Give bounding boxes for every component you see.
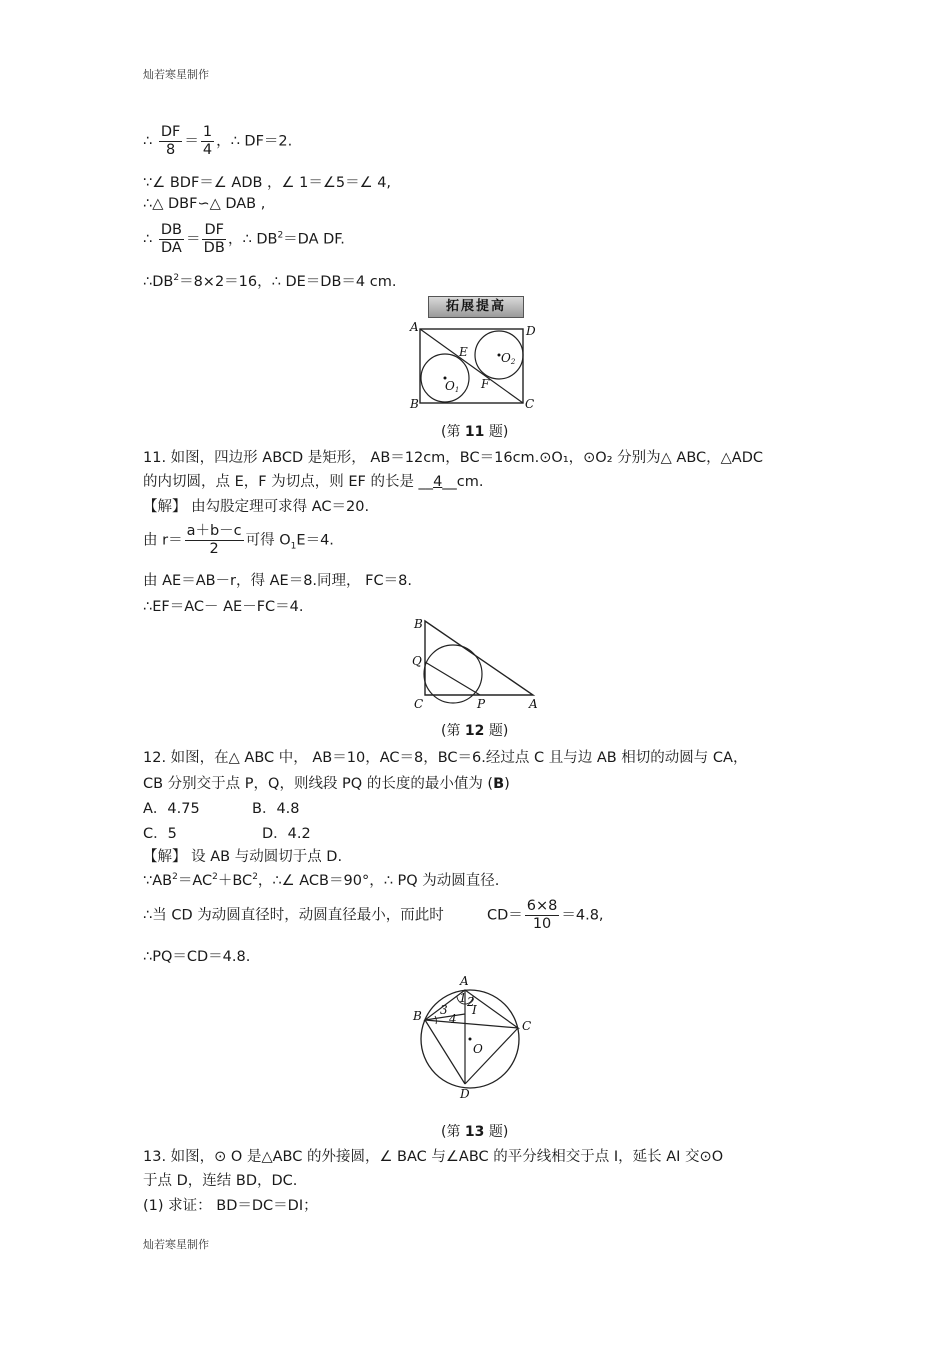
q11-solution-3: 由 AE＝AB－r，得 AE＝8.同理， FC＝8. — [143, 573, 412, 589]
fraction: $\frac{DB}{DA}$ — [160, 222, 182, 256]
answer: B — [493, 776, 505, 792]
figure-12-caption: (第 12 题) — [441, 723, 509, 739]
q12-line-2: CB 分别交于点 P，Q，则线段 PQ 的长度的最小值为 (B) — [143, 776, 510, 792]
fraction: $\frac{1}{4}$ — [202, 124, 213, 158]
q11-line-1: 11. 如图，四边形 ABCD 是矩形， AB＝12cm，BC＝16cm.⊙O₁，⊙O₂ 分别为△ ABC，△ADC — [143, 450, 764, 466]
label-C: C — [414, 697, 424, 710]
angle-4-label: 4 — [449, 1012, 457, 1026]
label-I: I — [472, 1003, 477, 1017]
answer: 4 — [433, 474, 443, 490]
q10-line-1: ∴ $\frac{DF}{8}$ ＝ $\frac{1}{4}$ ，∴ DF＝2. — [143, 124, 293, 158]
label-A: A — [529, 697, 538, 710]
q12-option-c: C．5 — [143, 826, 177, 842]
q11-solution-1: 【解】 由勾股定理可求得 AC＝20. — [143, 499, 370, 515]
label-O1: O1 — [445, 379, 460, 394]
q12-option-d: D．4.2 — [262, 826, 311, 842]
q13-line-2: 于点 D，连结 BD，DC. — [143, 1173, 298, 1189]
q12-line-1: 12. 如图，在△ ABC 中， AB＝10，AC＝8，BC＝6.经过点 C 且与边 AB 相切的动圆与 CA， — [143, 750, 748, 766]
q11-solution-2: 由 r＝ $\frac{a+b-c}{2}$ 可得 $O_1E=4$. — [143, 523, 334, 557]
q11-solution-4: ∴EF＝AC－ AE－FC＝4. — [143, 599, 304, 615]
label-A: A — [410, 320, 419, 334]
q12-option-a: A．4.75 — [143, 801, 200, 817]
q13-part-1: (1) 求证： BD＝DC＝DI； — [143, 1198, 318, 1214]
figure-11 — [405, 320, 545, 412]
q12-solution-2: $\because AB^2=AC^2+BC^2$，∴∠ ACB＝90°，∴ PQ 为动圆直径. — [143, 872, 500, 889]
q10-line-5: $\therefore DB^2=8\times 2=16$，∴ DE＝DB＝4 cm. — [143, 273, 397, 290]
fraction: $\frac{DF}{8}$ — [160, 124, 181, 158]
label-Q: Q — [412, 654, 422, 668]
page-footer: 灿若寒星制作 — [143, 1238, 209, 1251]
q12-solution-1: 【解】 设 AB 与动圆切于点 D. — [143, 849, 343, 865]
label-O2: O2 — [501, 351, 516, 366]
label-B: B — [410, 397, 419, 411]
q11-line-2: 的内切圆，点 E，F 为切点，则 EF 的长是 __4__cm. — [143, 474, 484, 490]
q10-line-4: ∴ $\frac{DB}{DA}$ ＝ $\frac{DF}{DB}$ ，∴ $DB^2=DA$ DF. — [143, 222, 345, 256]
label-D: D — [526, 324, 536, 338]
label-D: D — [460, 1087, 470, 1101]
q12-solution-3: ∴当 CD 为动圆直径时，动圆直径最小，而此时 CD＝ $\frac{6\times 8}{10}$ ＝4.8, — [143, 898, 604, 932]
q12-solution-4: ∴PQ＝CD＝4.8. — [143, 949, 251, 965]
label-B: B — [414, 617, 423, 631]
label-O: O — [473, 1042, 483, 1056]
q10-line-2: ∵∠ BDF＝∠ ADB ，∠ 1＝∠5＝∠ 4, — [143, 175, 392, 191]
q10-line-3: ∴△ DBF∽△ DAB , — [143, 196, 266, 212]
label-E: E — [459, 345, 468, 359]
label-C: C — [525, 397, 535, 411]
q13-line-1: 13. 如图，⊙ O 是△ABC 的外接圆，∠ BAC 与∠ABC 的平分线相交于点 I，延长 AI 交⊙O — [143, 1149, 724, 1165]
angle-1-label: 1 — [459, 991, 467, 1005]
section-banner: 拓展提高 — [428, 296, 524, 318]
label-P: P — [477, 697, 486, 710]
angle-2-label: 2 — [467, 995, 475, 1009]
label-B: B — [413, 1009, 422, 1023]
q12-option-b: B．4.8 — [252, 801, 300, 817]
page-header: 灿若寒星制作 — [143, 68, 209, 81]
figure-12 — [405, 615, 550, 710]
figure-13-caption: (第 13 题) — [441, 1124, 509, 1140]
label-F: F — [481, 377, 490, 391]
figure-11-caption: (第 11 题) — [441, 424, 509, 440]
angle-3-label: 3 — [440, 1003, 448, 1017]
fraction: $\frac{a+b-c}{2}$ — [186, 523, 242, 557]
fraction: $\frac{6\times 8}{10}$ — [526, 898, 558, 932]
label-A: A — [460, 974, 469, 988]
fraction: $\frac{DF}{DB}$ — [203, 222, 225, 256]
figure-13 — [405, 972, 545, 1102]
label-C: C — [522, 1019, 532, 1033]
